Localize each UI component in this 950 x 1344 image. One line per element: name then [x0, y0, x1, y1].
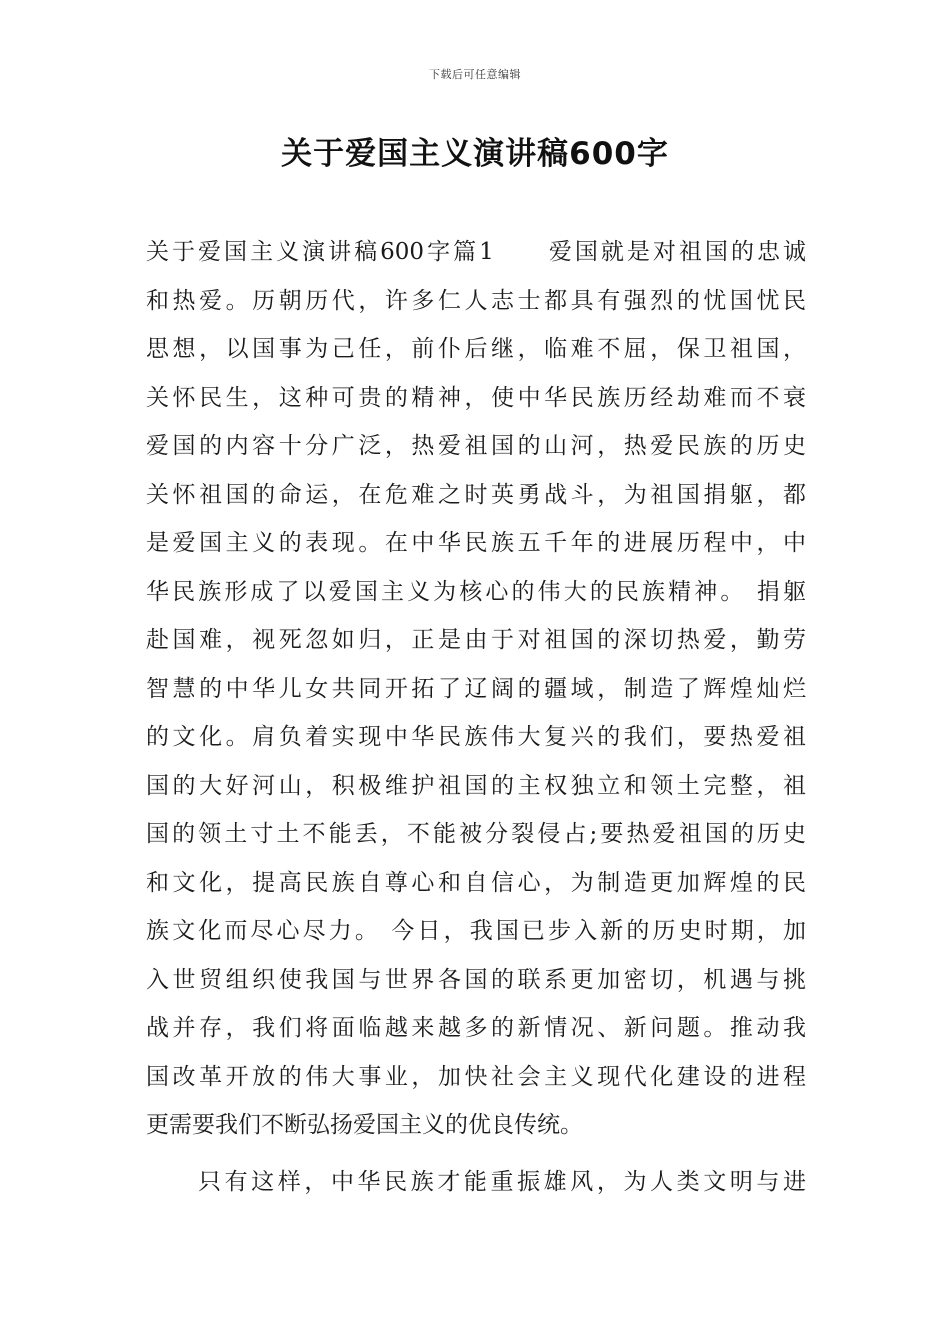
text-line: 是爱国主义的表现。在中华民族五千年的进展历程中，中 — [146, 530, 806, 556]
text-line: 更需要我们不断弘扬爱国主义的优良传统。 — [146, 1112, 583, 1138]
text-line: 和热爱。历朝历代，许多仁人志士都具有强烈的忧国忧民 — [146, 287, 806, 314]
text-line: 思想，以国事为己任，前仆后继，临难不屈，保卫祖国， — [146, 336, 806, 362]
text-line: 只有这样，中华民族才能重振雄风，为人类文明与进 — [198, 1168, 806, 1195]
text-line: 族文化而尽心尽力。 今日，我国已步入新的历史时期，加 — [146, 918, 806, 944]
text-line: 国的大好河山，积极维护祖国的主权独立和领土完整，祖 — [146, 772, 806, 799]
text-line: 关怀民生，这种可贵的精神，使中华民族历经劫难而不衰 — [146, 384, 806, 411]
document-body — [146, 228, 806, 1206]
header-note: 下载后可任意编辑 — [429, 68, 521, 81]
text-line: 赴国难，视死忽如归，正是由于对祖国的深切热爱，勤劳 — [146, 627, 806, 653]
text-line: 智慧的中华儿女共同开拓了辽阔的疆域，制造了辉煌灿烂 — [146, 675, 806, 702]
text-line: 和文化，提高民族自尊心和自信心，为制造更加辉煌的民 — [146, 869, 806, 896]
text-line: 战并存，我们将面临越来越多的新情况、新问题。推动我 — [146, 1015, 806, 1041]
document-title: 关于爱国主义演讲稿600字 — [281, 136, 669, 172]
text-line: 关怀祖国的命运，在危难之时英勇战斗，为祖国捐躯，都 — [146, 481, 806, 508]
text-line: 爱国的内容十分广泛，热爱祖国的山河，热爱民族的历史 — [146, 433, 806, 459]
paragraph-1 — [146, 228, 806, 1150]
paragraph-gap — [146, 1150, 806, 1158]
text-line: 国改革开放的伟大事业，加快社会主义现代化建设的进程 — [146, 1063, 806, 1090]
text-line: 的文化。肩负着实现中华民族伟大复兴的我们，要热爱祖 — [146, 724, 806, 750]
text-line: 入世贸组织使我国与世界各国的联系更加密切，机遇与挑 — [146, 966, 806, 993]
text-line: 华民族形成了以爱国主义为核心的伟大的民族精神。 捐躯 — [146, 578, 806, 605]
text-line: 国的领土寸土不能丢，不能被分裂侵占;要热爱祖国的历史 — [146, 821, 806, 847]
text-line: 关于爱国主义演讲稿600字篇1 爱国就是对祖国的忠诚 — [146, 239, 806, 265]
paragraph-2 — [146, 1158, 806, 1207]
